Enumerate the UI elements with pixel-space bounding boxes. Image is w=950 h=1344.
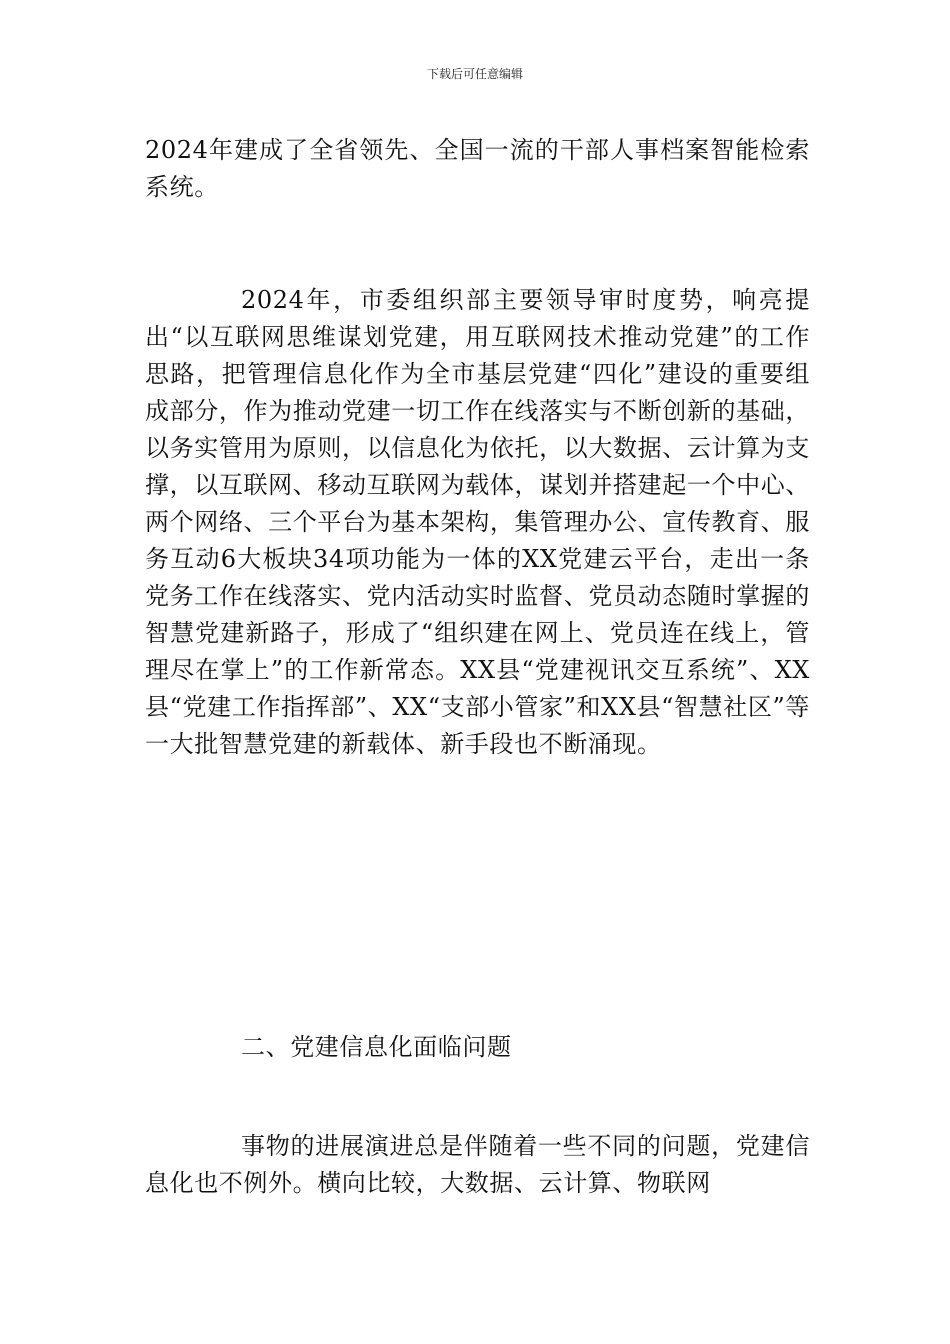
page-header-note: 下载后可任意编辑 (426, 67, 523, 81)
paragraph-platform: 2024年，市委组织部主要领导审时度势，响亮提出“以互联网思维谋划党建，用互联网技术推动党建”的工作思路，把管理信息化作为全市基层党建“四化”建设的重要组成部分，作为推动党建一切工作在线落实与不断创新的基础，以务实管用为原则，以信息化为依托，以大数据、云计算为支撑，以互联网、移动互联网为载体，谋划并搭建起一个中心、两个网络、三个平台为基本架构，集管理办公、宣传教育、服务互动6大板块34项功能为一体的XX党建云平台，走出一条党务工作在线落实、党内活动实时监督、党员动态随时掌握的智慧党建新路子，形成了“组织建在网上、党员连在线上，管理尽在掌上”的工作新常态。XX县“党建视讯交互系统”、XX县“党建工作指挥部”、XX“支部小管家”和XX县“智慧社区”等一大批智慧党建的新载体、新手段也不断涌现。 (145, 286, 810, 758)
paragraph-intro: 2024年建成了全省领先、全国一流的干部人事档案智能检索系统。 (145, 136, 810, 201)
section-heading: 二、党建信息化面临问题 (241, 1033, 512, 1061)
paragraph-problems: 事物的进展演进总是伴随着一些不同的问题，党建信息化也不例外。横向比较，大数据、云计算、物联网 (145, 1132, 810, 1197)
